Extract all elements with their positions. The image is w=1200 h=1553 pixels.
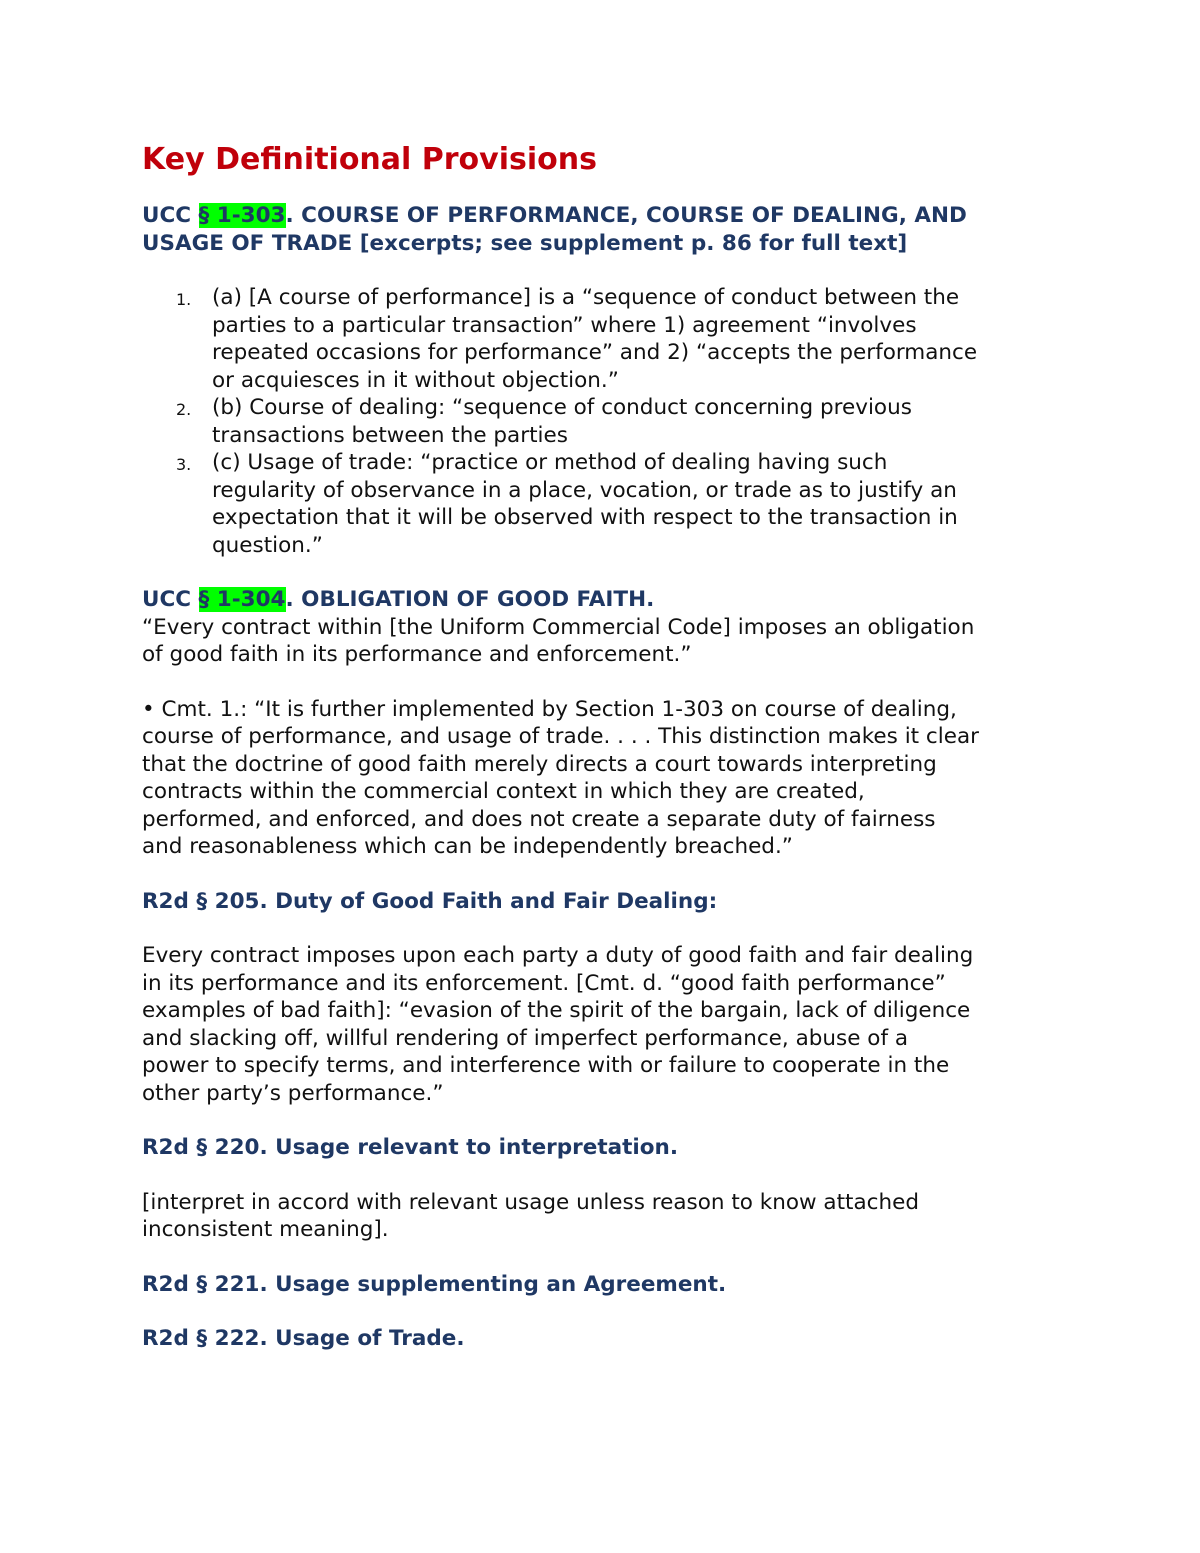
r2d-205-section bbox=[142, 888, 1072, 1108]
list-item-line: (c) Usage of trade: “practice or method of dealing having such bbox=[212, 450, 888, 475]
r2d-220-body bbox=[142, 1189, 1072, 1244]
r2d-222-section bbox=[142, 1325, 1072, 1353]
ucc-1-304-section-number: § 1-304 bbox=[198, 587, 286, 612]
list-item-line: expectation that it will be observed with respect to the transaction in bbox=[212, 505, 958, 530]
r2d-222-heading: R2d § 222. Usage of Trade. bbox=[142, 1326, 465, 1351]
ucc-1-304-comment bbox=[142, 696, 1072, 861]
r2d-221-section bbox=[142, 1271, 1072, 1299]
ucc-1-303-section-number: § 1-303 bbox=[198, 203, 286, 228]
r2d-220-heading: R2d § 220. Usage relevant to interpretation. bbox=[142, 1135, 679, 1160]
text-line: [interpret in accord with relevant usage unless reason to know attached bbox=[142, 1189, 919, 1215]
text-line: and slacking off, willful rendering of imperfect performance, abuse of a bbox=[142, 1025, 909, 1051]
text-line: course of performance, and usage of trade. . . . This distinction makes it clear bbox=[142, 724, 979, 749]
list-item-line: (b) Course of dealing: “sequence of conduct concerning previous bbox=[212, 395, 912, 420]
list-item-line: parties to a particular transaction” where 1) agreement “involves bbox=[212, 312, 917, 338]
text-line: and reasonableness which can be independently breached.” bbox=[142, 834, 793, 859]
list-item-line: or acquiesces in it without objection.” bbox=[212, 367, 619, 393]
ucc-1-304-quote bbox=[142, 614, 1072, 669]
document-title: Key Definitional Provisions bbox=[142, 142, 597, 177]
r2d-221-heading: R2d § 221. Usage supplementing an Agreement. bbox=[142, 1271, 727, 1297]
text-line: that the doctrine of good faith merely directs a court towards interpreting bbox=[142, 751, 937, 777]
list-number: 2. bbox=[176, 400, 192, 419]
text-line: “Every contract within [the Uniform Commercial Code] imposes an obligation bbox=[142, 614, 975, 640]
r2d-205-body bbox=[142, 942, 1072, 1107]
ucc-1-304-section bbox=[142, 586, 1072, 861]
ucc-1-303-definitions-list bbox=[142, 284, 1072, 559]
ucc-1-304-heading bbox=[142, 586, 1072, 614]
ucc-1-303-heading bbox=[142, 202, 1072, 257]
text-line: power to specify terms, and interference with or failure to cooperate in the bbox=[142, 1053, 950, 1078]
text-line: • Cmt. 1.: “It is further implemented by Section 1-303 on course of dealing, bbox=[142, 696, 957, 722]
ucc-1-303-title-line2: USAGE OF TRADE [excerpts; see supplement p. 86 for full text] bbox=[142, 230, 908, 256]
text-line: contracts within the commercial context in which they are created, bbox=[142, 779, 865, 804]
text-line: performed, and enforced, and does not create a separate duty of fairness bbox=[142, 806, 936, 832]
list-item bbox=[142, 449, 1072, 559]
document-page bbox=[142, 140, 1072, 1353]
list-item bbox=[142, 284, 1072, 394]
r2d-220-section bbox=[142, 1134, 1072, 1244]
text-line: Every contract imposes upon each party a duty of good faith and fair dealing bbox=[142, 943, 974, 968]
r2d-205-heading: R2d § 205. Duty of Good Faith and Fair Dealing: bbox=[142, 888, 718, 914]
list-number: 1. bbox=[176, 290, 192, 309]
text-line: examples of bad faith]: “evasion of the spirit of the bargain, lack of diligence bbox=[142, 998, 971, 1023]
list-item-line: transactions between the parties bbox=[212, 422, 568, 448]
text-line: inconsistent meaning]. bbox=[142, 1217, 389, 1242]
list-item bbox=[142, 394, 1072, 449]
text-line: other party’s performance.” bbox=[142, 1080, 444, 1106]
ucc-1-303-section bbox=[142, 202, 1072, 559]
ucc-1-304-title: . OBLIGATION OF GOOD FAITH. bbox=[285, 587, 655, 612]
list-item-line: (a) [A course of performance] is a “sequence of conduct between the bbox=[212, 285, 960, 310]
list-item-line: regularity of observance in a place, vocation, or trade as to justify an bbox=[212, 477, 957, 503]
ucc-1-303-title-line1: . COURSE OF PERFORMANCE, COURSE OF DEALING, AND bbox=[285, 203, 967, 228]
text-line: of good faith in its performance and enforcement.” bbox=[142, 642, 692, 667]
list-item-line: question.” bbox=[212, 532, 323, 558]
ucc-1-304-prefix: UCC bbox=[142, 587, 199, 612]
text-line: in its performance and its enforcement. [Cmt. d. “good faith performance” bbox=[142, 970, 946, 996]
ucc-1-303-prefix: UCC bbox=[142, 203, 199, 228]
list-number: 3. bbox=[176, 455, 192, 474]
list-item-line: repeated occasions for performance” and 2) “accepts the performance bbox=[212, 340, 978, 365]
